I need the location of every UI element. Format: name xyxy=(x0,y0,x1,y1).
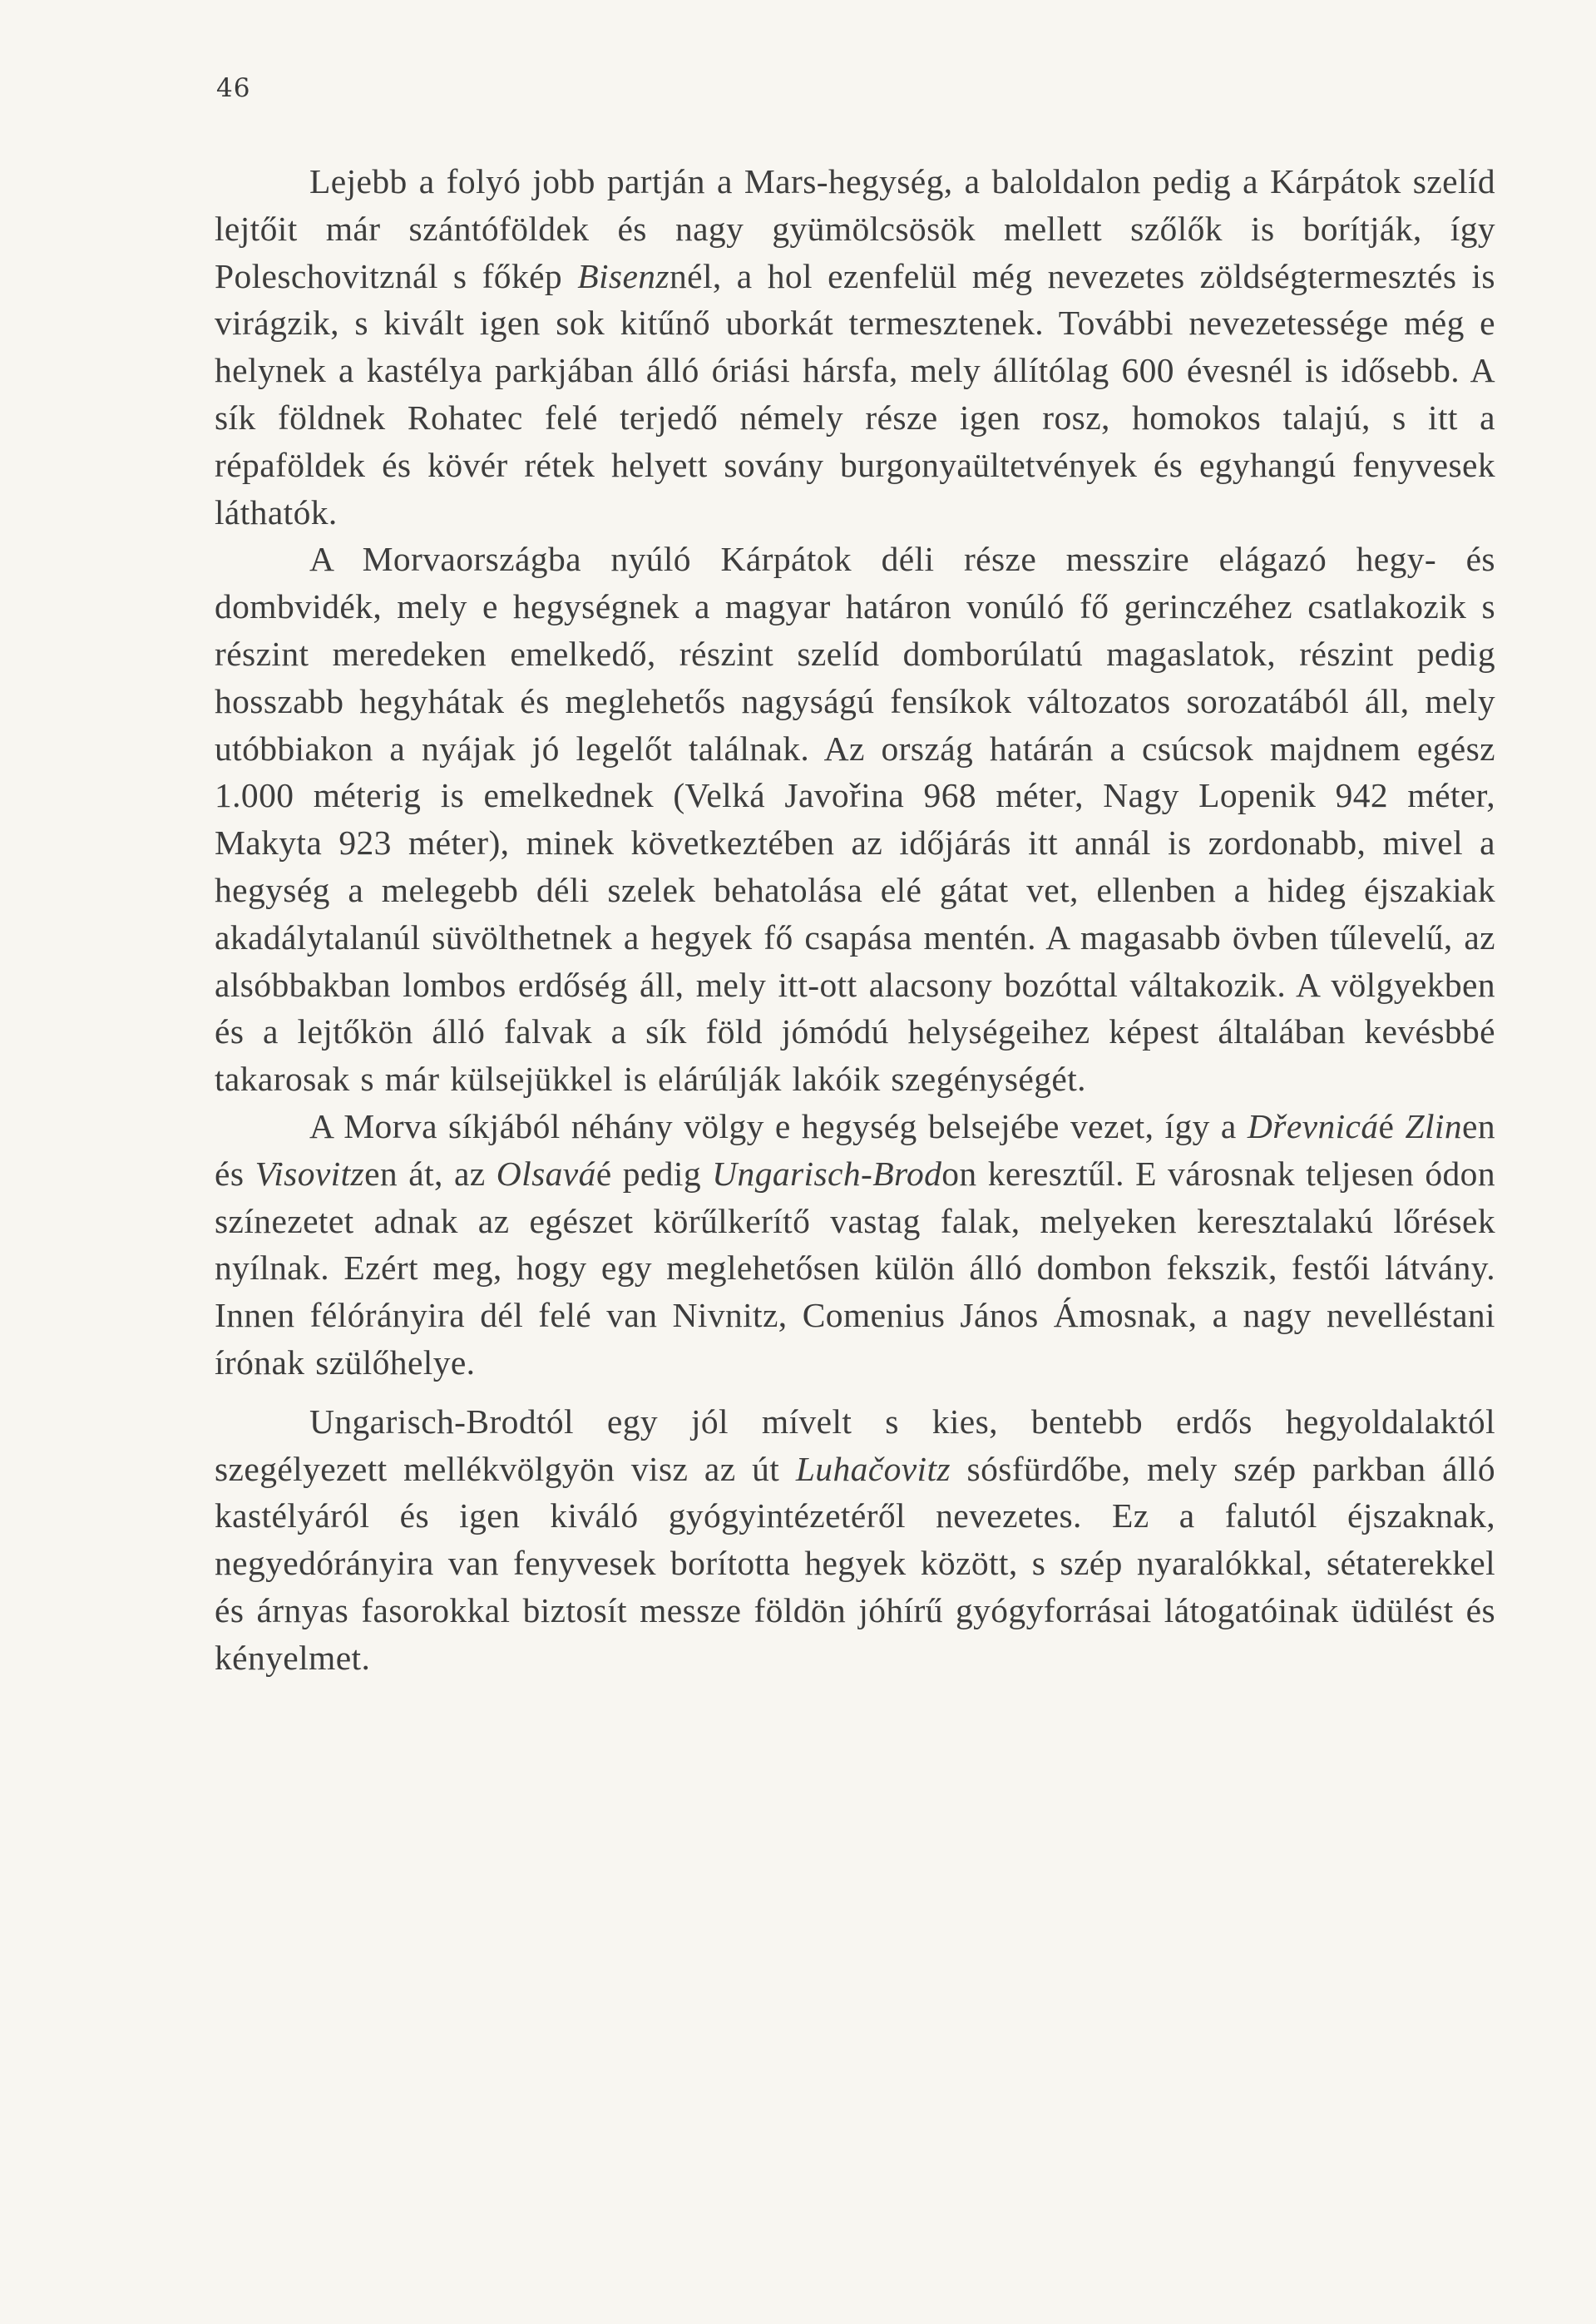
place-name-italic: Ungarisch-Brod xyxy=(712,1154,942,1193)
paragraph-1 xyxy=(215,158,1495,536)
text-segment: A Morva síkjából néhány völgy e hegység belsejébe vezet, így a xyxy=(309,1106,1248,1145)
text-segment: Ungarisch-Brodtól egy jól mívelt s kies, bentebb erdős hegyoldalaktól szegélyezett mellékvölgyön visz az út xyxy=(215,1402,1495,1488)
body-text xyxy=(215,158,1495,1682)
text-segment: nél, a hol ezenfelül még nevezetes zöldségtermesztés is virágzik, s kivált igen sok kitűnő uborkát termesztenek. További nevezetessége még e helynek a kastélya parkjában álló óriási hársfa, mely állítólag 600 évesnél is idősebb. A sík földnek Rohatec felé terjedő némely része igen rosz, homokos talajú, s itt a répaföldek és kövér rétek helyett sovány burgonyaültetvények és egyhangú fenyvesek láthatók. xyxy=(215,256,1495,532)
place-name-italic: Bisenz xyxy=(577,256,670,295)
text-segment: on keresztűl. E városnak teljesen ódon színezetet adnak az egészet körűlkerítő vastag falak, melyeken keresztalakú lőrések nyílnak. Ezért meg, hogy egy meglehetősen külön álló dombon fekszik, festői látvány. Innen félórányira dél felé van Nivnitz, Comenius János Ámosnak, a nagy nevelléstani írónak szülőhelye. xyxy=(215,1154,1495,1382)
place-name-italic: Luhačovitz xyxy=(795,1449,951,1488)
text-segment: A Morvaországba nyúló Kárpátok déli része messzire elágazó hegy- és dombvidék, mely e hegységnek a magyar határon vonúló fő gerinczéhez csatlakozik s részint meredeken emelkedő, részint szelíd domborúlatú magaslatok, részint pedig hosszabb hegyhátak és meglehetős nagyságú fensíkok változatos sorozatából áll, mely utóbbiakon a nyájak jó legelőt találnak. Az ország határán a csúcsok majdnem egész 1.000 méterig is emelkednek (Velká Javořina 968 méter, Nagy Lopenik 942 méter, Makyta 923 méter), minek következtében az időjárás itt annál is zordonabb, mivel a hegység a melegebb déli szelek behatolása elé gátat vet, ellenben a hideg éjszakiak akadálytalanúl süvölthetnek a hegyek fő csapása mentén. A magasabb övben tűlevelű, az alsóbbakban lombos erdőség áll, mely itt-ott alacsony bozóttal váltakozik. A völgyekben és a lejtőkön álló falvak a sík föld jómódú helységeihez képest általában kevésbbé takarosak s már külsejükkel is elárúlják lakóik szegénységét. xyxy=(215,540,1495,1099)
text-segment: en át, az xyxy=(364,1154,497,1193)
text-segment: sósfürdőbe, mely szép parkban álló kastélyáról és igen kiváló gyógyintézetéről nevezetes. Ez a falutól éjszaknak, negyedórányira van fenyvesek borította hegyek között, s szép nyaralókkal, sétaterekkel és árnyas fasorokkal biztosít messze földön jóhírű gyógyforrásai látogatóinak üdülést és kényelmet. xyxy=(215,1449,1495,1677)
text-segment: Lejebb a folyó jobb partján a Mars-hegység, a baloldalon pedig a Kárpátok szelíd lejtőit már szántóföldek és nagy gyümölcsösök mellett szőlők is borítják, így Poleschovitznál s főkép xyxy=(215,162,1495,295)
page-number: 46 xyxy=(216,73,251,103)
text-segment: é xyxy=(1378,1106,1406,1145)
paragraph-4 xyxy=(215,1398,1495,1682)
text-segment: é pedig xyxy=(595,1154,713,1193)
place-name-italic: Olsavá xyxy=(496,1154,596,1193)
paragraph-2 xyxy=(215,536,1495,1103)
text-segment: en és xyxy=(215,1106,1495,1193)
place-name-italic: Dřevnicá xyxy=(1247,1106,1379,1145)
place-name-italic: Visovitz xyxy=(254,1154,365,1193)
place-name-italic: Zlin xyxy=(1405,1106,1463,1145)
paragraph-3 xyxy=(215,1103,1495,1387)
